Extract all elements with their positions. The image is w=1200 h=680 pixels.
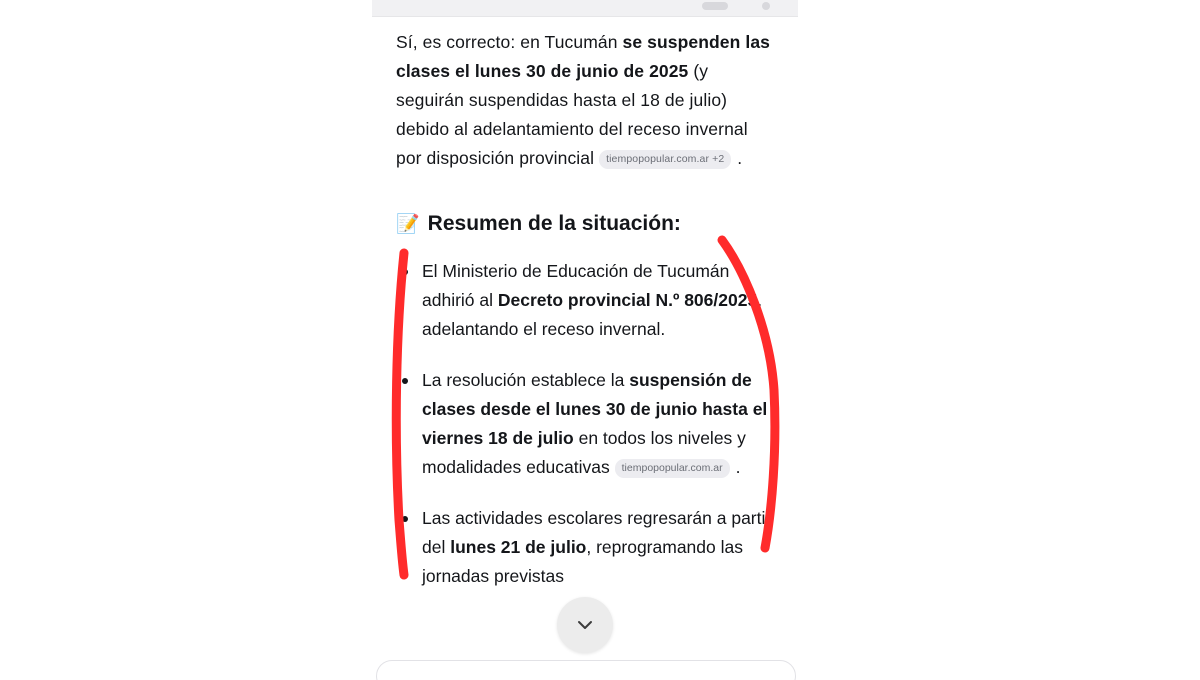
bullet-0-seg-1: Decreto provincial N.º 806/2025 [497,290,758,310]
intro-seg-2: (y seguirán suspendidas hasta el 18 de julio) debido al adelantamiento del receso invernal por disposición provincial [396,61,748,168]
memo-icon: 📝 [396,213,420,235]
list-item [396,257,774,344]
list-item [396,366,774,482]
composer-input-border [376,660,796,680]
chat-bubble-top-strip [372,0,798,17]
bullet-1-period: . [735,457,741,477]
composer-input-peek[interactable] [372,660,798,680]
bullet-0-seg-0: El Ministerio de Educación de Tucumán adhirió al [422,261,730,310]
intro-paragraph [396,28,774,173]
bullet-0-seg-2: , adelantando el receso invernal. [422,290,763,339]
answer-content [372,16,798,680]
bullet-2-seg-2: , reprogramando las jornadas previstas [422,537,743,586]
intro-period: . [737,148,743,168]
scroll-to-bottom-button[interactable] [557,597,613,653]
bullet-2-seg-0: Las actividades escolares regresarán a partir del [422,508,772,557]
chevron-down-icon [573,613,597,637]
placeholder-pill-a [702,2,728,10]
bullet-2-seg-1: lunes 21 de julio [450,537,587,557]
bullet-1-seg-1: suspensión de clases desde el lunes 30 de junio hasta el viernes 18 de julio [422,370,768,448]
citation-chip[interactable]: tiempopopular.com.ar +2 [599,150,731,169]
intro-seg-1: se suspenden las clases el lunes 30 de junio de 2025 [396,32,771,81]
list-item [396,504,774,591]
citation-chip[interactable]: tiempopopular.com.ar [615,459,730,478]
phone-screenshot [372,0,798,680]
section-heading [396,209,774,239]
bullet-1-seg-2: en todos los niveles y modalidades educativas [422,428,746,477]
bullet-1-seg-0: La resolución establece la [422,370,630,390]
intro-seg-0: Sí, es correcto: en Tucumán [396,32,623,52]
summary-bullet-list [396,257,774,591]
placeholder-pill-b [762,2,770,10]
section-heading-label: Resumen de la situación: [427,212,681,235]
